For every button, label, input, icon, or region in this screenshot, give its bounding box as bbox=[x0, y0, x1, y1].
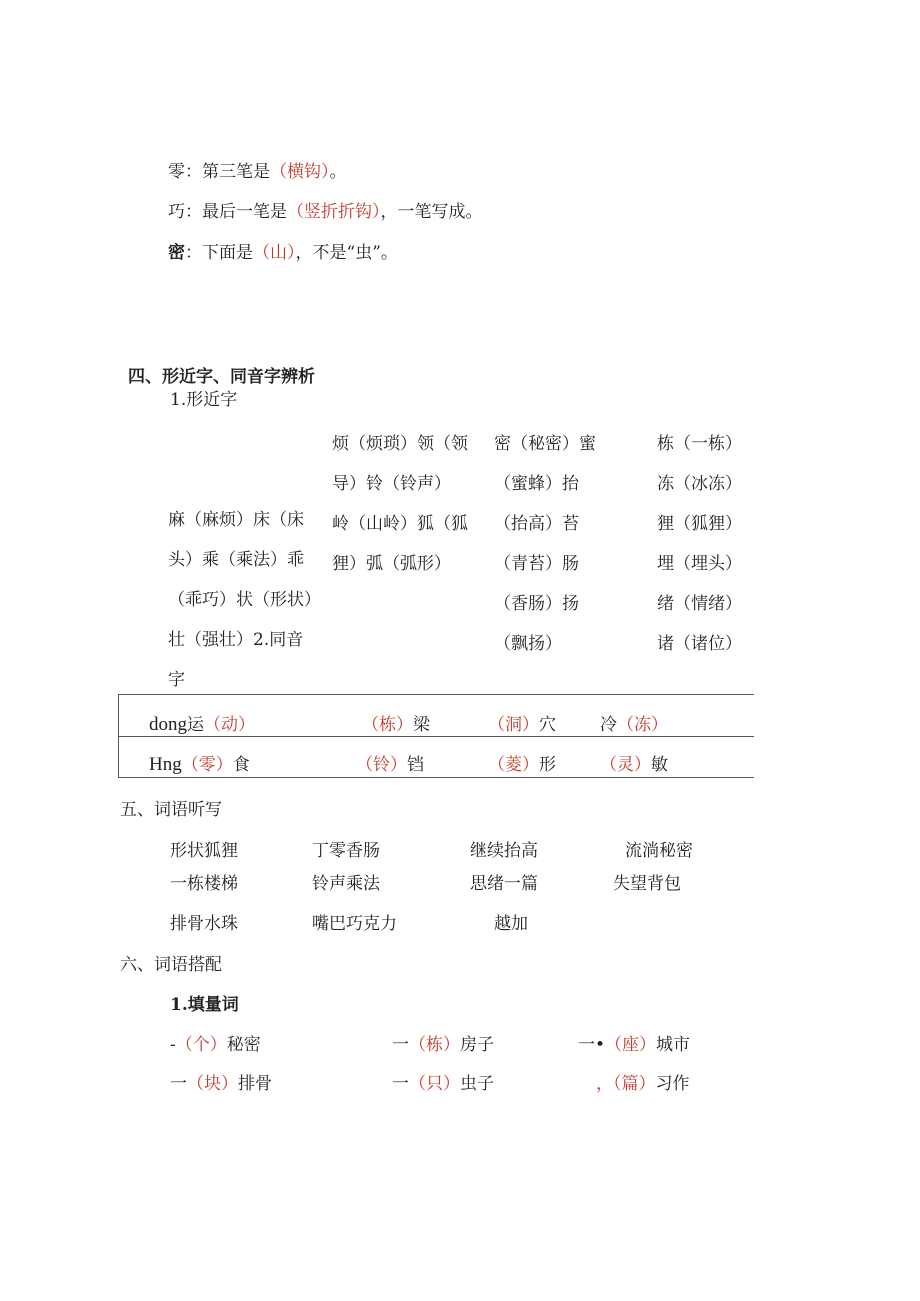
measure-word-item: 一（块）排骨 bbox=[170, 1074, 272, 1094]
dictation-word: 嘴巴巧克力 bbox=[312, 914, 397, 934]
table-rule-left bbox=[118, 694, 119, 778]
dictation-word: 流淌秘密 bbox=[625, 841, 693, 861]
measure-word-item: 一•（座）城市 bbox=[578, 1035, 691, 1055]
note-line-3: 密：下面是（山），不是“虫”。 bbox=[168, 243, 398, 263]
pinyin-label: Hng bbox=[149, 754, 182, 775]
dictation-word: 丁零香肠 bbox=[312, 841, 380, 861]
similar-chars-col-4: 栋（一栋） 冻（冰冻） 狸（狐狸） 埋（埋头） 绪（情绪） 诸（诸位） bbox=[657, 434, 742, 654]
dictation-word: 排骨水珠 bbox=[170, 914, 238, 934]
measure-word-item: 一（栋）房子 bbox=[392, 1035, 494, 1055]
dictation-word: 思绪一篇 bbox=[470, 874, 538, 894]
table-row-1-cell-3: （洞）穴 bbox=[488, 715, 556, 735]
dictation-word: 越加 bbox=[494, 914, 528, 934]
table-row-2-cell-4: （灵）敏 bbox=[600, 755, 668, 775]
measure-word-item: ，（篇）习作 bbox=[596, 1074, 690, 1094]
note-line-1: 零：第三笔是（横钩）。 bbox=[168, 162, 347, 182]
section-4-sub1: 1.形近字 bbox=[170, 390, 238, 410]
section-6-sub1: 1.填量词 bbox=[170, 995, 239, 1015]
section-6-title: 六、词语搭配 bbox=[120, 955, 222, 975]
answer-text: （竖折折钩） bbox=[287, 202, 381, 222]
table-row-2-cell-1: Hng（零）食 bbox=[149, 754, 250, 775]
answer-text: （横钩） bbox=[270, 162, 330, 182]
section-4-title: 四、形近字、同音字辨析 bbox=[128, 367, 315, 387]
note-char: 零 bbox=[168, 162, 185, 182]
measure-word-item: 一（只）虫子 bbox=[392, 1074, 494, 1094]
measure-word-item: -（个）秘密 bbox=[170, 1035, 261, 1055]
similar-chars-col-2: 烦（烦琐）领（领 导）铃（铃声） 岭（山岭）狐（狐 狸）弧（弧形） bbox=[332, 434, 468, 574]
pinyin-label: dong bbox=[149, 714, 187, 735]
dictation-word: 铃声乘法 bbox=[312, 874, 380, 894]
table-rule-bottom bbox=[118, 777, 754, 778]
table-row-1-cell-4: 冷（冻） bbox=[600, 715, 668, 735]
similar-chars-col-3: 密（秘密）蜜 （蜜蜂）抬 （抬高）苔 （青苔）肠 （香肠）扬 （飘扬） bbox=[494, 434, 596, 654]
table-row-2-cell-2: （铃）铛 bbox=[356, 755, 424, 775]
table-rule-top bbox=[118, 694, 754, 695]
dictation-word: 失望背包 bbox=[613, 874, 681, 894]
table-row-2-cell-3: （菱）形 bbox=[488, 755, 556, 775]
section-5-title: 五、词语听写 bbox=[120, 800, 222, 820]
note-char: 密 bbox=[168, 243, 185, 263]
note-char: 巧 bbox=[168, 202, 185, 222]
dictation-word: 形状狐狸 bbox=[170, 841, 238, 861]
table-row-1-cell-1: dong运（动） bbox=[149, 714, 255, 735]
table-row-1-cell-2: （栋）梁 bbox=[362, 715, 430, 735]
dictation-word: 一栋楼梯 bbox=[170, 874, 238, 894]
answer-text: （山） bbox=[253, 243, 296, 263]
dictation-word: 继续抬高 bbox=[470, 841, 538, 861]
note-line-2: 巧：最后一笔是（竖折折钩），一笔写成。 bbox=[168, 202, 483, 222]
similar-chars-col-1: 麻（麻烦）床（床 头）乘（乘法）乖 （乖巧）状（形状） 壮（强壮）2.同音 字 bbox=[168, 510, 321, 690]
